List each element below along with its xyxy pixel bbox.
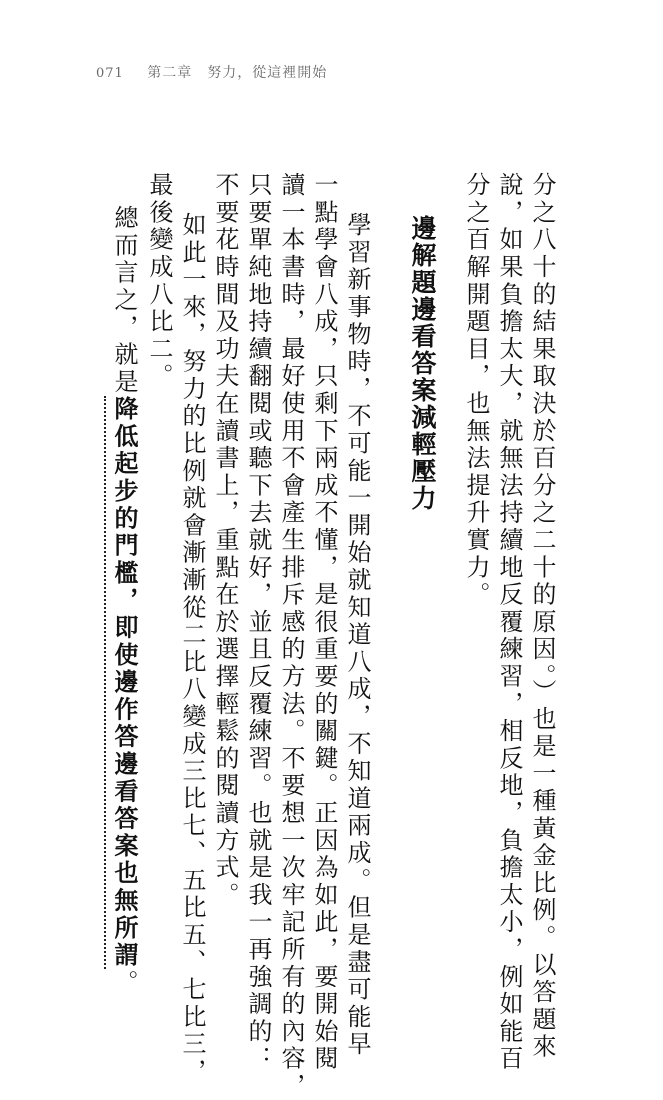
text-column: 如此一來，努力的比例就會漸漸從二比八變成三比七、五比五、七比三， [178, 212, 206, 1086]
closing-end: 。 [110, 969, 138, 997]
text-column: 不要花時間及功夫在讀書上，重點在於選擇輕鬆的閱讀方式。 [211, 172, 239, 910]
text-column: 一點學會八成，只剩下兩成不懂，是很重要的關鍵。正因為如此，要開始閱 [310, 172, 338, 1073]
closing-emphasis: 降低起步的門檻，即使邊作答邊看答案也無所謂 [104, 396, 139, 969]
chapter-title: 第二章 努力，從這裡開始 [147, 65, 328, 81]
text-column: 學習新事物時，不可能一開始就知道八成，不知道兩成。但是盡可能早 [343, 212, 371, 1059]
text-column: 讀一本書時，最好使用不會產生排斥感的方法。不要想一次牢記所有的內容， [277, 172, 305, 1100]
text-column: 分之八十的結果取決於百分之二十的原因。）也是一種黃金比例。以答題來 [528, 172, 556, 1061]
text-column: 只要單純地持續翻閱或聽下去就好，並且反覆練習。也就是我一再強調的： [244, 172, 272, 1073]
section-heading: 邊解題邊看答案減輕壓力 [408, 215, 437, 512]
text-column: 最後變成八比二。 [145, 172, 173, 391]
running-header [96, 62, 327, 82]
page-number: 071 [96, 66, 124, 81]
text-column: 說，如果負擔太大，就無法持續地反覆練習，相反地，負擔太小，例如能百 [495, 172, 523, 1073]
text-column: 分之百解開題目，也無法提升實力。 [462, 172, 490, 609]
closing-lead: 總而言之，就是 [110, 205, 138, 397]
closing-column [110, 205, 139, 997]
